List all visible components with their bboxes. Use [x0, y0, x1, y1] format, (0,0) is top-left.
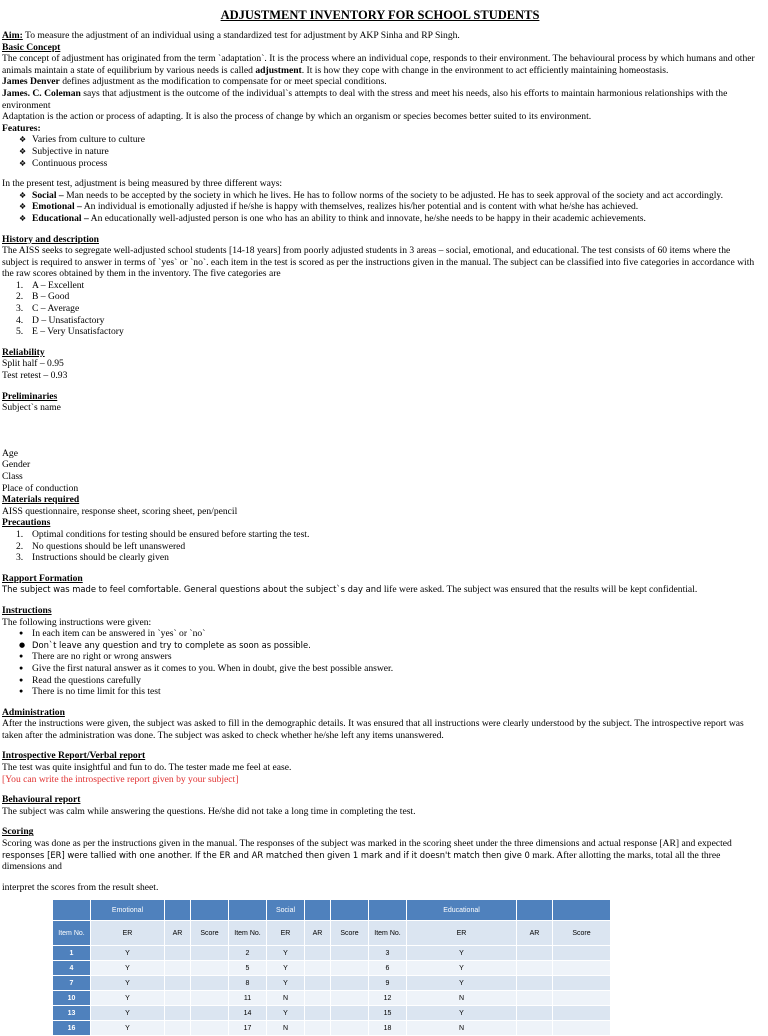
text-run: life were asked. The subject was ensured that the results will be kept confidential.: [381, 584, 698, 596]
table-cell: [517, 1021, 553, 1036]
measured-list: [2, 190, 758, 225]
table-cell: 4: [53, 961, 91, 976]
table-cell: 13: [53, 1006, 91, 1021]
table-cell: N: [407, 1021, 517, 1036]
table-cell: 1: [53, 946, 91, 961]
table-cell: 9: [369, 976, 407, 991]
table-cell: [331, 900, 369, 921]
table-cell: 15: [369, 1006, 407, 1021]
table-cell: [517, 976, 553, 991]
table-cell: AR: [517, 921, 553, 946]
text-run: D – Unsatisfactory: [32, 314, 105, 326]
list-item: 5. E – Very Unsatisfactory: [16, 326, 124, 338]
list-item: ● In each item can be answered in `yes` or `no`: [2, 628, 758, 640]
table-cell: Y: [91, 961, 165, 976]
instructions-heading: Instructions: [2, 604, 52, 616]
table-cell: [517, 991, 553, 1006]
scoring-text-end: interpret the scores from the result sheet.: [2, 881, 159, 893]
table-cell: [305, 946, 331, 961]
table-group-header: [53, 900, 611, 921]
table-cell: [191, 1021, 229, 1036]
table-cell: [553, 946, 611, 961]
table-cell: [553, 976, 611, 991]
table-cell: 12: [369, 991, 407, 1006]
introspective-text: The test was quite insightful and fun to do. The tester made me feel at ease.: [2, 762, 292, 774]
table-cell: [331, 991, 369, 1006]
table-cell: Y: [407, 1006, 517, 1021]
list-item: ● There are no right or wrong answers: [2, 651, 758, 663]
table-cell: [165, 991, 191, 1006]
table-cell: [191, 961, 229, 976]
list-item: 3. C – Average: [16, 303, 80, 315]
list-item: [2, 201, 758, 213]
table-cell: Y: [91, 1006, 165, 1021]
table-cell: [331, 946, 369, 961]
table-cell: [553, 1021, 611, 1036]
table-cell: Y: [407, 961, 517, 976]
table-cell: [331, 1021, 369, 1036]
table-cell: 5: [229, 961, 267, 976]
features-list: [2, 134, 758, 169]
administration-heading: Administration: [2, 706, 65, 718]
list-item: ❖ Continuous process: [2, 158, 758, 170]
behavioural-text: The subject was calm while answering the questions. He/she did not take a long time in completing the test.: [2, 805, 416, 817]
basic-concept-p1: [2, 53, 758, 76]
table-cell: 10: [53, 991, 91, 1006]
table-cell: Score: [191, 921, 229, 946]
table-row: [53, 961, 611, 976]
list-item: 1. A – Excellent: [16, 279, 85, 291]
text-run: James Denver: [2, 76, 60, 88]
table-cell: [305, 991, 331, 1006]
table-cell: Y: [91, 991, 165, 1006]
table-cell: [191, 976, 229, 991]
table-cell: N: [267, 1021, 305, 1036]
table-cell: [553, 900, 611, 921]
text-run: adjustment: [255, 64, 302, 76]
basic-concept-p3: [2, 88, 758, 111]
group-social: Social: [267, 900, 305, 921]
text-run: Educational –: [32, 212, 89, 224]
table-cell: 6: [369, 961, 407, 976]
table-cell: [331, 961, 369, 976]
table-cell: 3: [369, 946, 407, 961]
scoring-table-wrap: [52, 899, 758, 1036]
table-cell: [517, 961, 553, 976]
materials-text: AISS questionnaire, response sheet, scoring sheet, pen/pencil: [2, 505, 238, 517]
table-cell: [165, 1006, 191, 1021]
text-run: Scoring was done as per the instructions given in the manual. The responses of the subject was marked in the scoring sheet under the three dimensions and actual response [AR] and expected: [2, 838, 732, 850]
table-cell: 14: [229, 1006, 267, 1021]
table-cell: Y: [407, 976, 517, 991]
introspective-note: [You can write the introspective report given by your subject]: [2, 773, 239, 785]
table-row: [53, 946, 611, 961]
table-cell: [553, 961, 611, 976]
table-cell: [165, 900, 191, 921]
text-run: B – Good: [32, 291, 70, 303]
table-cell: Item No.: [369, 921, 407, 946]
measured-intro: In the present test, adjustment is being measured by three different ways:: [2, 178, 283, 190]
text-run: Emotional –: [32, 201, 82, 213]
precautions-heading: Precautions: [2, 517, 51, 529]
reliability-heading: Reliability: [2, 346, 45, 358]
list-item: ● Give the first natural answer as it comes to you. When in doubt, give the best possible answer.: [2, 663, 758, 675]
text-run: Optimal conditions for testing should be ensured before starting the test.: [32, 528, 310, 540]
list-item: ● Read the questions carefully: [2, 675, 758, 687]
table-cell: Y: [91, 1021, 165, 1036]
table-cell: Y: [267, 1006, 305, 1021]
table-cell: 11: [229, 991, 267, 1006]
categories-list: [2, 280, 758, 338]
table-row: [53, 991, 611, 1006]
list-item: [2, 213, 758, 225]
basic-concept-p2: [2, 76, 758, 88]
list-item: ● Don`t leave any question and try to complete as soon as possible.: [2, 640, 758, 652]
table-cell: Y: [267, 946, 305, 961]
text-run: mark. After allotting the marks, total all the three dimensions and: [2, 849, 721, 873]
table-cell: Y: [91, 976, 165, 991]
gender-label: Gender: [2, 459, 31, 471]
table-cell: Score: [331, 921, 369, 946]
text-run: An educationally well-adjusted person is one who has an ability to think and innovate, he/she needs to be happy in their academic achievements.: [88, 212, 646, 224]
list-item: 3. Instructions should be clearly given: [16, 552, 169, 564]
table-cell: AR: [305, 921, 331, 946]
table-cell: [229, 900, 267, 921]
text-run: Instructions should be clearly given: [32, 552, 169, 564]
basic-concept-p4: Adaptation is the action or process of adapting. It is also the process of change by which an organism or species becomes better suited to its environment.: [2, 111, 592, 123]
table-subheader: [53, 921, 611, 946]
instructions-intro: The following instructions were given:: [2, 616, 152, 628]
table-body: [53, 946, 611, 1036]
text-run: James. C. Coleman: [2, 87, 81, 99]
table-cell: [331, 1006, 369, 1021]
table-cell: AR: [165, 921, 191, 946]
age-label: Age: [2, 447, 18, 459]
table-cell: 17: [229, 1021, 267, 1036]
table-cell: [53, 900, 91, 921]
table-cell: [305, 1006, 331, 1021]
text-run: says that adjustment is the outcome of the individual`s attempts to deal with the stress and meet his needs, also his efforts to maintain harmonious relationships with the environment: [2, 87, 728, 111]
table-cell: [517, 900, 553, 921]
table-cell: [305, 976, 331, 991]
list-item: ❖ Varies from culture to culture: [2, 134, 758, 146]
aim-paragraph: [2, 30, 758, 42]
text-run: C – Average: [32, 303, 80, 315]
preliminaries-heading: Preliminaries: [2, 390, 58, 402]
text-run: Man needs to be accepted by the society in which he lives. He has to follow norms of the society to be adjusted. He has to seek approval of the society and act accordingly.: [63, 189, 724, 201]
scoring-heading: Scoring: [2, 826, 34, 838]
basic-concept-heading: Basic Concept: [2, 41, 61, 53]
administration-text: After the instructions were given, the subject was asked to fill in the demographic details. It was ensured that all instructions were clearly understood by the subject. The introspective report was taken after the administration was done. The subject was asked to check whether he/she left any items unanswered.: [2, 718, 744, 741]
table-cell: ER: [407, 921, 517, 946]
list-item: 2. B – Good: [16, 291, 70, 303]
list-item: ● There is no time limit for this test: [2, 686, 758, 698]
table-cell: Item No.: [229, 921, 267, 946]
list-item: ❖ Subjective in nature: [2, 146, 758, 158]
text-run: . It is how they cope with change in the environment to act efficiently maintaining homeostasis.: [301, 64, 669, 76]
table-cell: ER: [267, 921, 305, 946]
reliability-split: Split half – 0.95: [2, 358, 64, 370]
table-cell: [165, 976, 191, 991]
table-cell: [331, 976, 369, 991]
table-cell: [305, 900, 331, 921]
table-cell: 8: [229, 976, 267, 991]
list-item: 4. D – Unsatisfactory: [16, 314, 105, 326]
precautions-list: [2, 529, 758, 564]
table-cell: [191, 946, 229, 961]
list-item: 1. Optimal conditions for testing should be ensured before starting the test.: [16, 528, 310, 540]
history-text: The AISS seeks to segregate well-adjusted school students [14-18 years] from poorly adjusted students in 3 areas – social, emotional, and educational. The test consists of 60 items where the subject is required to answer in terms of `yes` or `no`. each item in the test is scored as per the instructions given in the manual. The subject can be classified into five categories in accordance with the raw scores obtained by them in the inventory. The five categories are: [2, 245, 755, 280]
place-label: Place of conduction: [2, 482, 79, 494]
list-item: 2. No questions should be left unanswered: [16, 540, 186, 552]
text-run: defines adjustment as the modification to compensate for or meet special conditions.: [59, 76, 387, 88]
table-cell: [305, 1021, 331, 1036]
table-row: [53, 1006, 611, 1021]
table-cell: ER: [91, 921, 165, 946]
scoring-text: [2, 838, 758, 873]
text-run: The concept of adjustment has originated from the term `adaptation`. It is the process where an individual cope, responds to their environment. The behavioural process by which humans and other animals maintain a state of equilibrium by various needs is called: [2, 53, 755, 76]
reliability-retest: Test retest – 0.93: [2, 370, 68, 382]
table-cell: [517, 946, 553, 961]
group-educational: Educational: [407, 900, 517, 921]
table-row: [53, 1021, 611, 1036]
text-run: The subject was made to feel comfortable. General questions about the subject`s day and: [2, 584, 382, 595]
introspective-heading: Introspective Report/Verbal report: [2, 750, 146, 762]
table-cell: [369, 900, 407, 921]
text-run: An individual is emotionally adjusted if he/she is happy with themselves, realizes his/her potential and is content with what he/she has achieved.: [81, 201, 639, 213]
table-cell: Score: [553, 921, 611, 946]
table-cell: [305, 961, 331, 976]
rapport-text: [2, 584, 758, 596]
text-run: E – Very Unsatisfactory: [32, 326, 124, 338]
table-cell: Y: [267, 976, 305, 991]
history-heading: History and description: [2, 233, 100, 245]
instructions-list: [2, 628, 758, 698]
table-cell: [517, 1006, 553, 1021]
table-cell: Item No.: [53, 921, 91, 946]
table-cell: Y: [407, 946, 517, 961]
materials-heading: Materials required: [2, 494, 80, 506]
table-cell: [191, 900, 229, 921]
text-run: No questions should be left unanswered: [32, 540, 186, 552]
table-cell: [191, 991, 229, 1006]
class-label: Class: [2, 471, 23, 482]
table-cell: 7: [53, 976, 91, 991]
features-heading: Features:: [2, 122, 41, 134]
behavioural-heading: Behavioural report: [2, 794, 81, 806]
subject-name-label: Subject`s name: [2, 402, 61, 414]
text-run: responses [ER] were tallied with one another. If the ER and AR matched then given 1 mark and if it doesn't match then give 0: [2, 849, 530, 860]
table-cell: 16: [53, 1021, 91, 1036]
group-emotional: Emotional: [91, 900, 165, 921]
table-cell: N: [267, 991, 305, 1006]
table-cell: [165, 1021, 191, 1036]
aim-text: To measure the adjustment of an individual using a standardized test for adjustment by AKP Sinha and RP Singh.: [22, 30, 460, 41]
table-cell: [165, 961, 191, 976]
table-cell: [191, 1006, 229, 1021]
text-run: Social –: [32, 189, 64, 201]
table-cell: N: [407, 991, 517, 1006]
scoring-table: [52, 899, 611, 1036]
table-row: [53, 976, 611, 991]
table-cell: [553, 991, 611, 1006]
table-cell: 18: [369, 1021, 407, 1036]
rapport-heading: Rapport Formation: [2, 572, 83, 584]
text-run: A – Excellent: [32, 279, 85, 291]
document-title: ADJUSTMENT INVENTORY FOR SCHOOL STUDENTS: [220, 8, 540, 22]
aim-label: Aim:: [2, 30, 23, 41]
table-cell: Y: [267, 961, 305, 976]
table-cell: 2: [229, 946, 267, 961]
table-cell: [553, 1006, 611, 1021]
table-cell: Y: [91, 946, 165, 961]
table-cell: [165, 946, 191, 961]
list-item: [2, 190, 758, 202]
